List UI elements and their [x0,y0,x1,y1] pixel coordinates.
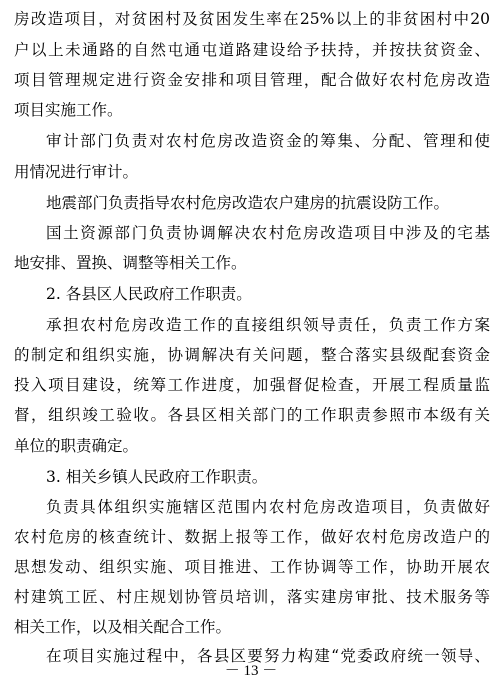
text-line: 投入项目建设，统筹工作进度，加强督促检查，开展工程质量监 [14,376,490,394]
text-line: 思想发动、组织实施、项目推进、工作协调等工作，协助开展农 [14,558,490,576]
text-line: 在项目实施过程中，各县区要努力构建“党委政府统一领导、 [46,647,490,665]
text-line: 相关工作，以及相关配合工作。 [14,618,232,636]
text-line: 村建筑工匠、村庄规划协管员培训，落实建房审批、技术服务等 [14,588,490,606]
text-line: 国土资源部门负责协调解决农村危房改造项目中涉及的宅基 [46,224,490,242]
text-line: 单位的职责确定。 [14,437,139,455]
text-line: 项目管理规定进行资金安排和项目管理，配合做好农村危房改造 [14,71,490,89]
text-line: 的制定和组织实施，协调解决有关问题，整合落实县级配套资金 [14,346,490,364]
text-line: 户以上未通路的自然屯通屯道路建设给予扶持，并按扶贫资金、 [14,41,490,59]
text-line: 地安排、置换、调整等相关工作。 [14,254,247,272]
text-line: 承担农村危房改造工作的直接组织领导责任，负责工作方案 [46,316,490,334]
text-line: 督，组织竣工验收。各县区相关部门的工作职责参照市本级有关 [14,406,490,424]
text-line: 用情况进行审计。 [14,163,139,181]
text-line: 审计部门负责对农村危房改造资金的筹集、分配、管理和使 [46,132,490,150]
section-heading: 3. 相关乡镇人民政府工作职责。 [46,468,268,486]
text-line: 农村危房的核查统计、数据上报等工作，做好农村危房改造户的 [14,528,490,546]
text-line: 房改造项目，对贫困村及贫困发生率在25%以上的非贫困村中20 [14,10,490,28]
section-heading: 2. 各县区人民政府工作职责。 [46,285,252,303]
text-line: 负责具体组织实施辖区范围内农村危房改造项目，负责做好 [46,498,490,516]
page-number: － 13 － [224,663,278,679]
text-line: 项目实施工作。 [14,101,123,119]
text-line: 地震部门负责指导农村危房改造农户建房的抗震设防工作。 [46,194,450,212]
